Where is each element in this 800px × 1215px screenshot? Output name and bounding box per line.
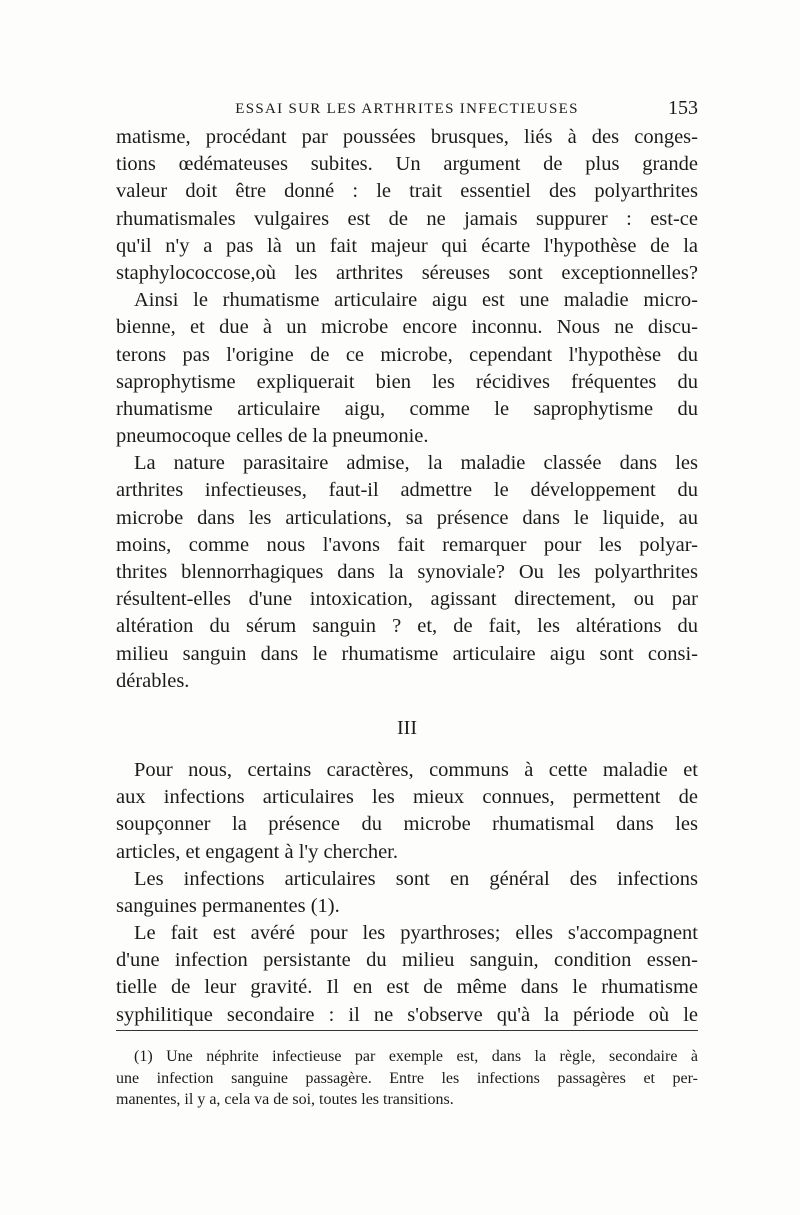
text-line: Les infections articulaires sont en général des infections bbox=[134, 867, 698, 890]
text-line: articles, et engagent à l'y chercher. bbox=[116, 840, 399, 863]
paragraph bbox=[116, 920, 698, 1029]
text-line: tions œdémateuses subites. Un argument de plus grande bbox=[116, 153, 698, 176]
footnote bbox=[116, 1046, 698, 1111]
text-line: arthrites infectieuses, faut-il admettre le développement du bbox=[116, 479, 698, 502]
text-line: La nature parasitaire admise, la maladie classée dans les bbox=[134, 452, 698, 475]
text-line: rhumatismales vulgaires est de ne jamais suppurer : est-ce bbox=[116, 207, 698, 230]
text-line: valeur doit être donné : le trait essentiel des polyarthrites bbox=[116, 180, 698, 203]
body-text bbox=[116, 124, 698, 1029]
page-number: 153 bbox=[668, 97, 698, 119]
text-line: terons pas l'origine de ce microbe, cependant l'hypothèse du bbox=[116, 343, 698, 366]
section-heading: III bbox=[397, 716, 417, 739]
text-line: aux infections articulaires les mieux connues, permettent de bbox=[116, 786, 698, 809]
text-line: pneumocoque celles de la pneumonie. bbox=[116, 425, 429, 448]
paragraph bbox=[116, 757, 698, 866]
paragraph bbox=[116, 866, 698, 920]
text-line: sanguines permanentes (1). bbox=[116, 894, 340, 917]
text-line: tielle de leur gravité. Il en est de même dans le rhumatisme bbox=[116, 976, 698, 999]
paragraph bbox=[116, 287, 698, 450]
footnote-line: manentes, il y a, cela va de soi, toutes les transitions. bbox=[116, 1091, 454, 1108]
page-header bbox=[116, 97, 698, 123]
paragraph bbox=[116, 124, 698, 287]
text-line: résultent-elles d'une intoxication, agissant directement, ou par bbox=[116, 588, 698, 611]
running-title: ESSAI SUR LES ARTHRITES INFECTIEUSES bbox=[235, 101, 579, 117]
text-line: microbe dans les articulations, sa présence dans le liquide, au bbox=[116, 506, 698, 529]
paragraph bbox=[116, 450, 698, 695]
text-line: altération du sérum sanguin ? et, de fait, les altérations du bbox=[116, 615, 698, 638]
text-line: soupçonner la présence du microbe rhumatismal dans les bbox=[116, 813, 698, 836]
text-line: qu'il n'y a pas là un fait majeur qui écarte l'hypothèse de la bbox=[116, 234, 698, 257]
text-line: matisme, procédant par poussées brusques, liés à des conges- bbox=[116, 126, 698, 148]
text-line: d'une infection persistante du milieu sanguin, condition essen- bbox=[116, 949, 698, 972]
text-line: saprophytisme expliquerait bien les récidives fréquentes du bbox=[116, 370, 698, 393]
text-line: rhumatisme articulaire aigu, comme le saprophytisme du bbox=[116, 397, 698, 420]
text-line: bienne, et due à un microbe encore inconnu. Nous ne discu- bbox=[116, 316, 698, 339]
footnote-separator-rule bbox=[116, 1030, 698, 1031]
text-line: Pour nous, certains caractères, communs à cette maladie et bbox=[134, 758, 698, 781]
footnote-line: (1) Une néphrite infectieuse par exemple est, dans la règle, secondaire à bbox=[134, 1048, 698, 1065]
text-line: syphilitique secondaire : il ne s'observe qu'à la période où le bbox=[116, 1003, 698, 1026]
text-line: thrites blennorrhagiques dans la synoviale? Ou les polyarthrites bbox=[116, 561, 698, 583]
footnote-line: une infection sanguine passagère. Entre les infections passagères et per- bbox=[116, 1069, 698, 1087]
text-line: moins, comme nous l'avons fait remarquer pour les polyar- bbox=[116, 533, 698, 556]
text-line: milieu sanguin dans le rhumatisme articulaire aigu sont consi- bbox=[116, 642, 698, 665]
text-line: dérables. bbox=[116, 669, 190, 692]
text-line: staphylococcose,où les arthrites séreuses sont exceptionnelles? bbox=[116, 261, 698, 284]
text-line: Le fait est avéré pour les pyarthroses; elles s'accompagnent bbox=[134, 922, 698, 945]
text-line: Ainsi le rhumatisme articulaire aigu est une maladie micro- bbox=[134, 289, 698, 312]
